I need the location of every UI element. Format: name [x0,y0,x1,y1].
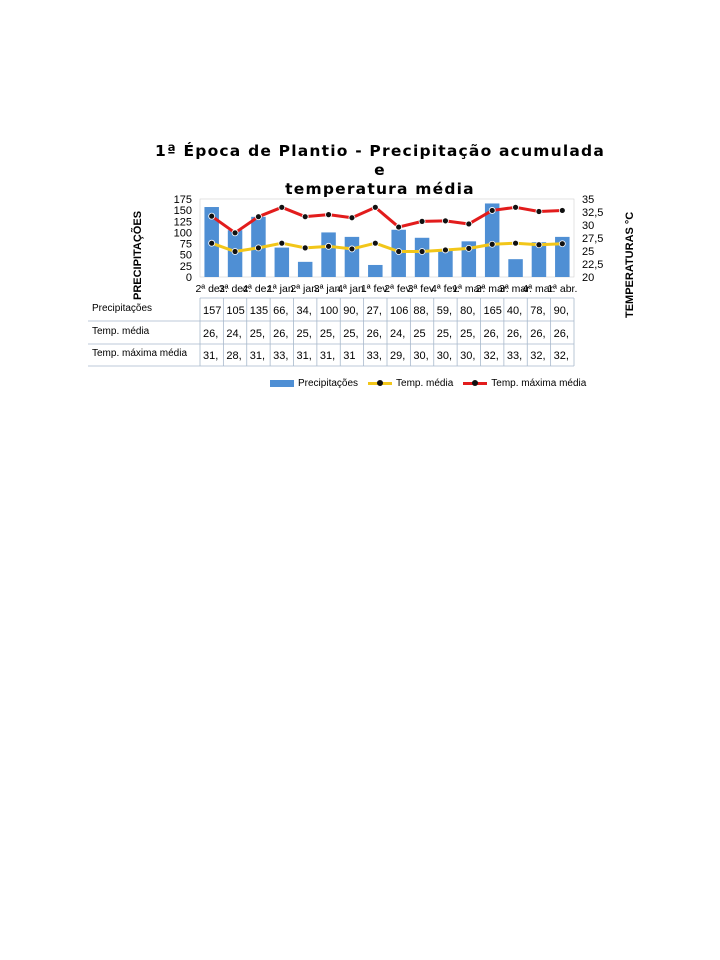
point-temp-media [232,249,238,255]
y-right-tick-label: 35 [582,194,595,206]
y-right-tick-label: 27,5 [582,233,604,245]
table-cell: 33, [366,350,382,362]
point-temp-media [209,240,215,246]
point-temp-media [372,240,378,246]
x-tick-label: 3ª fev. [407,283,437,295]
table-cell: 26, [203,328,219,340]
legend-label-precipitacoes: Precipitações [298,378,359,389]
table-cell: 135 [249,305,269,317]
table-cell: 26, [506,328,523,340]
table-cell: 28, [226,350,242,362]
x-tick-label: 3ª dez. [218,283,252,295]
chart-title-line1: 1ª Época de Plantio - Precipitação acumulada e [154,142,606,179]
table-cell: 34, [296,305,312,317]
legend-label-temp-maxima: Temp. máxima média [491,378,587,389]
table-cell: 25, [460,328,476,340]
table-cell: 78, [530,305,546,317]
x-tick-label: 4ª fev. [431,283,460,295]
y-right-tick-label: 20 [582,272,595,284]
point-temp-maxima [513,204,519,210]
y-left-tick-label: 125 [173,216,192,229]
x-tick-label: 1ª abr. [547,283,578,295]
table-cell: 31, [249,350,266,362]
x-tick-label: 2ª fev. [384,283,414,295]
point-temp-media [255,245,261,251]
point-temp-maxima [536,208,542,214]
table-cell: 90, [553,305,569,317]
point-temp-media [536,242,542,248]
point-temp-maxima [255,214,261,220]
table-cell: 26, [366,328,382,340]
x-tick-label: 4ª dez. [242,283,275,295]
y-axis-right-label: TEMPERATURAS °C [624,211,636,318]
point-temp-media [559,241,565,247]
table-cell: 25, [436,328,453,340]
point-temp-maxima [419,218,425,224]
y-left-tick-label: 50 [179,249,192,262]
point-temp-maxima [396,224,402,230]
table-cell: 32, [530,350,546,362]
y-left-tick-label: 75 [179,238,192,251]
point-temp-media [396,249,402,255]
table-cell: 29, [390,350,406,362]
table-cell: 25, [296,328,312,340]
point-temp-media [442,247,448,253]
point-temp-maxima [442,218,448,224]
bar-precipitacoes [368,265,382,277]
point-temp-maxima [302,214,308,220]
bar-precipitacoes [415,238,429,277]
y-left-tick-label: 175 [173,194,192,206]
legend-item-temp-maxima [463,378,586,389]
point-temp-media [419,249,425,255]
bar-precipitacoes [508,259,522,277]
table-cell: 30, [436,350,453,362]
legend-item-precipitacoes [270,378,358,389]
table-cell: 40, [506,305,523,317]
legend-label-temp-media: Temp. média [396,378,454,389]
point-temp-media [513,240,519,246]
table-cell: 24, [226,328,242,340]
table-cell: 25, [343,328,359,340]
table-cell: 100 [319,305,339,317]
table-cell: 90, [343,305,359,317]
point-temp-maxima [279,204,285,210]
point-temp-media [302,245,308,251]
table-cell: 31, [319,350,336,362]
x-tick-label: 2ª mar. [475,283,509,295]
x-tick-label: 3ª jan. [313,283,344,295]
point-temp-maxima [209,213,215,219]
bar-precipitacoes [345,237,359,277]
bar-precipitacoes [438,251,452,277]
point-temp-maxima [372,204,378,210]
table-cell: 106 [390,305,409,317]
point-temp-maxima [559,207,565,213]
table-cell: 80, [460,305,476,317]
bar-precipitacoes [275,248,289,277]
table-cell: 27, [366,305,382,317]
table-cell: 33, [273,350,289,362]
table-cell: 30, [460,350,476,362]
x-tick-label: 1ª mar. [452,283,486,295]
table-cell: 31 [343,350,356,362]
table-cell: 157 [203,305,222,317]
table-cell: 33, [506,350,523,362]
y-right-tick-label: 32,5 [582,207,604,219]
table-cell: 32, [483,350,499,362]
point-temp-maxima [466,221,472,227]
table-cell: 88, [413,305,429,317]
x-tick-label: 2ª jan. [290,283,320,295]
y-left-tick-label: 100 [173,227,192,240]
point-temp-maxima [326,212,332,218]
point-temp-media [489,241,495,247]
table-row-header: Precipitações [92,303,153,314]
table-cell: 31, [203,350,219,362]
x-tick-label: 2ª dez. [195,283,228,295]
table-cell: 26, [530,328,546,340]
x-tick-label: 1ª fev. [360,283,390,295]
table-cell: 25, [319,328,336,340]
table-cell: 24, [390,328,406,340]
table-cell: 66, [273,305,289,317]
legend-swatch-bar [270,380,294,387]
table-cell: 25 [413,328,426,340]
table-cell: 30, [413,350,429,362]
y-left-tick-label: 25 [179,260,192,273]
legend-swatch-line-red [463,382,487,385]
point-temp-media [326,243,332,249]
x-tick-label: 1ª jan. [267,283,297,295]
legend-item-temp-media [368,378,453,389]
y-right-tick-label: 30 [582,220,595,232]
point-temp-maxima [349,215,355,221]
point-temp-media [466,245,472,251]
point-temp-media [349,246,355,252]
table-cell: 165 [483,305,502,317]
bar-precipitacoes [321,232,335,277]
x-tick-label: 4ª mar. [522,283,556,295]
point-temp-maxima [232,230,238,236]
table-cell: 26, [553,328,569,340]
bar-precipitacoes [298,262,312,277]
y-right-tick-label: 25 [582,246,595,258]
y-left-tick-label: 0 [185,272,192,284]
y-left-tick-label: 150 [173,205,192,218]
legend [270,378,596,389]
table-cell: 31, [296,350,312,362]
table-cell: 59, [436,305,453,317]
x-tick-label: 4ª jan. [337,283,367,295]
table-row-header: Temp. máxima média [92,348,188,359]
table-cell: 26, [483,328,499,340]
table-row-header: Temp. média [92,326,150,337]
point-temp-media [279,240,285,246]
table-cell: 32, [553,350,569,362]
table-cell: 105 [226,305,245,317]
y-axis-left-label: PRECIPITAÇÕES [132,210,144,300]
table-cell: 26, [273,328,289,340]
chart-title-line2: temperatura média [285,180,475,198]
x-tick-label: 3ª mar. [499,283,533,295]
y-right-tick-label: 22,5 [582,259,604,271]
table-cell: 25, [249,328,266,340]
legend-swatch-line-yellow [368,382,392,385]
point-temp-maxima [489,207,495,213]
